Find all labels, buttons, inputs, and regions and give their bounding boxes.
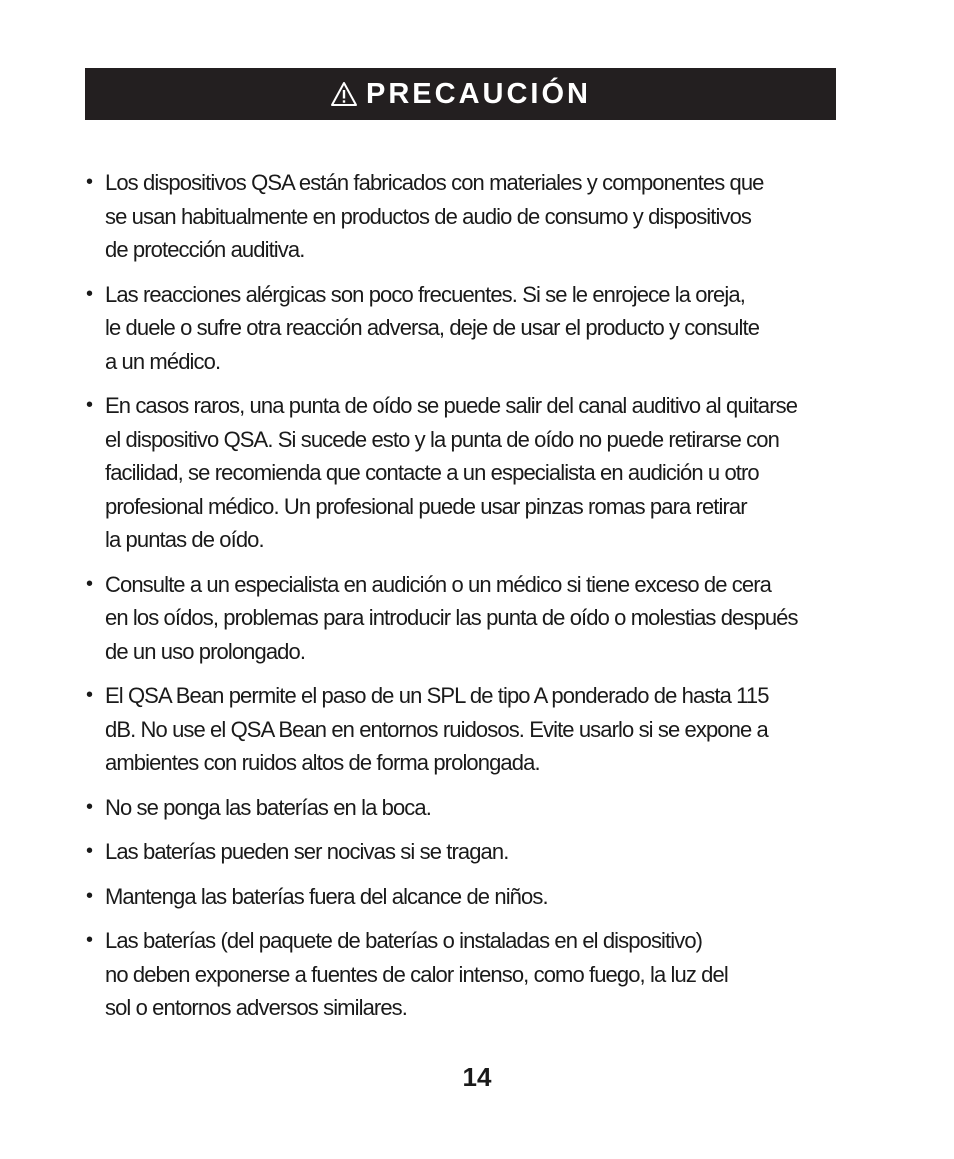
bullet: • (86, 929, 93, 951)
caution-item-line: de protección auditiva. (105, 237, 305, 262)
caution-item-line: le duele o sufre otra reacción adversa, deje de usar el producto y consulte (105, 315, 760, 340)
caution-item-line: la puntas de oído. (105, 527, 264, 552)
caution-item (86, 924, 876, 1025)
caution-item-line: a un médico. (105, 348, 221, 374)
caution-item (86, 568, 876, 669)
caution-item (86, 880, 876, 914)
warning-triangle-icon (330, 81, 358, 107)
bullet: • (86, 282, 93, 305)
caution-item-line: Consulte a un especialista en audición o un médico si tiene exceso de cera (105, 571, 771, 597)
caution-item-line: dB. No use el QSA Bean en entornos ruidosos. Evite usarlo si se expone a (105, 716, 768, 742)
bullet: • (86, 840, 93, 862)
bullet: • (86, 684, 93, 706)
caution-item (86, 791, 876, 825)
caution-item-line: Las baterías (del paquete de baterías o instaladas en el dispositivo) (105, 928, 703, 953)
caution-item-line: profesional médico. Un profesional puede usar pinzas romas para retirar (105, 493, 747, 519)
bullet: • (86, 171, 93, 193)
bullet: • (86, 394, 93, 416)
caution-item-line: En casos raros, una punta de oído se puede salir del canal auditivo al quitarse (105, 393, 798, 418)
caution-item-line: No se ponga las baterías en la boca. (105, 794, 431, 820)
caution-item-line: no deben exponerse a fuentes de calor intenso, como fuego, la luz del (105, 961, 728, 987)
caution-item-line: el dispositivo QSA. Si sucede esto y la punta de oído no puede retirarse con (105, 426, 779, 452)
caution-item-line: Mantenga las baterías fuera del alcance de niños. (105, 883, 548, 909)
caution-item-line: El QSA Bean permite el paso de un SPL de tipo A ponderado de hasta 115 (105, 683, 769, 708)
caution-item-line: Los dispositivos QSA están fabricados con materiales y componentes que (105, 170, 764, 195)
caution-item-line: de un uso prolongado. (105, 638, 306, 664)
caution-item-line: facilidad, se recomienda que contacte a un especialista en audición u otro (105, 460, 759, 485)
caution-banner (85, 68, 836, 120)
bullet: • (86, 795, 93, 818)
caution-title: PRECAUCIÓN (366, 77, 591, 110)
caution-item (86, 278, 876, 379)
bullet: • (86, 884, 93, 907)
caution-item (86, 835, 876, 869)
page-number: 14 (462, 1062, 492, 1092)
bullet: • (86, 572, 93, 595)
caution-item (86, 166, 876, 267)
caution-item-line: ambientes con ruidos altos de forma prolongada. (105, 750, 540, 775)
caution-list (86, 166, 876, 1036)
caution-item-line: Las reacciones alérgicas son poco frecuentes. Si se le enrojece la oreja, (105, 281, 745, 307)
caution-item-line: Las baterías pueden ser nocivas si se tragan. (105, 839, 509, 864)
caution-item-line: sol o entornos adversos similares. (105, 995, 407, 1020)
caution-item (86, 389, 876, 557)
caution-item-line: en los oídos, problemas para introducir las punta de oído o molestias después (105, 605, 798, 630)
caution-item-line: se usan habitualmente en productos de audio de consumo y dispositivos (105, 203, 752, 229)
caution-item (86, 679, 876, 780)
